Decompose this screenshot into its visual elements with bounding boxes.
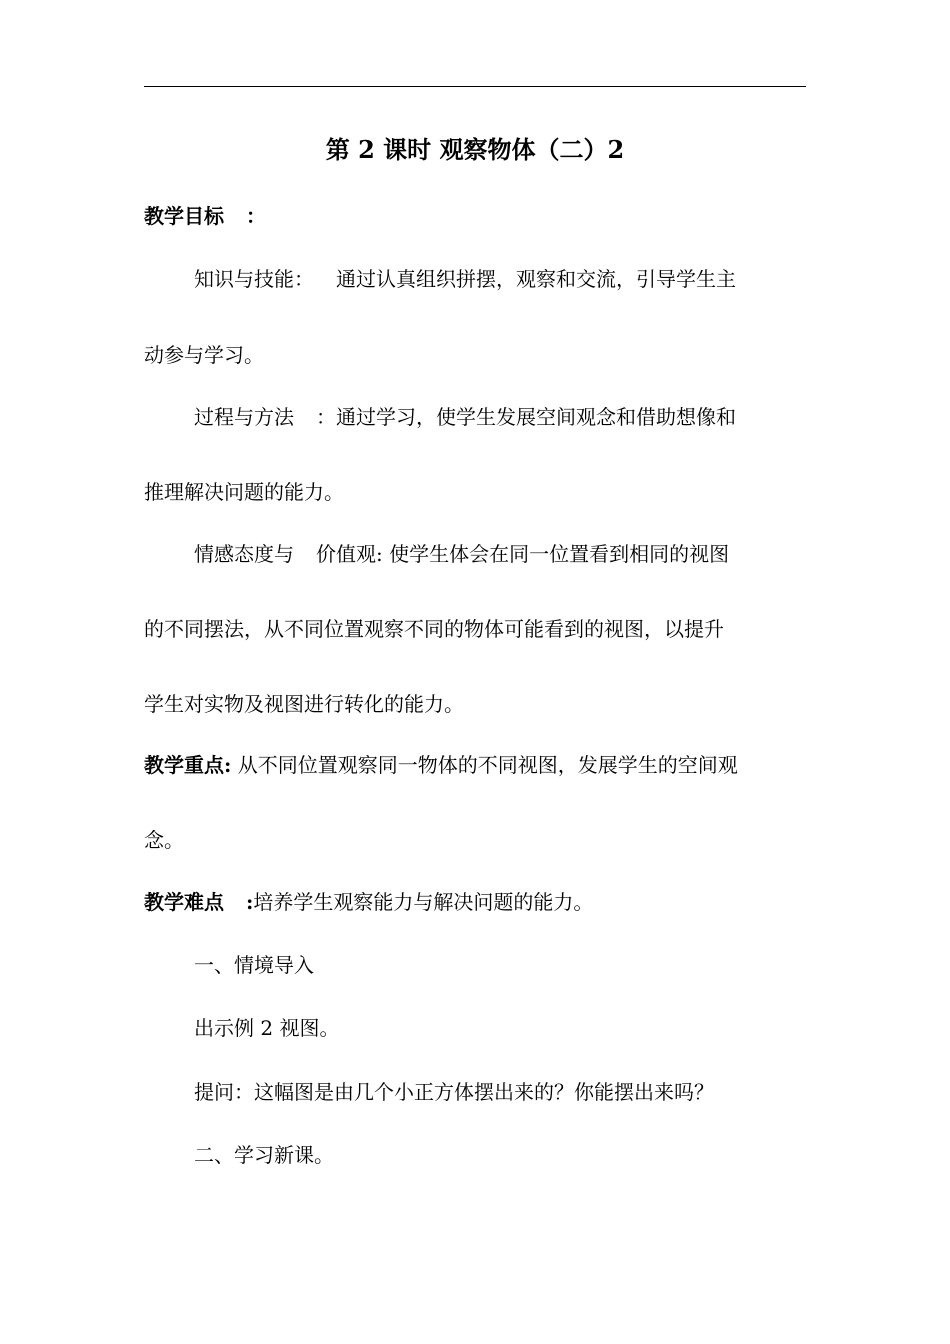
knowledge-text-2: 动参与学习。 (144, 343, 264, 367)
emotion-text-1: 使学生体会在同一位置看到相同的视图 (389, 542, 730, 566)
section-2-heading: 二、学习新课。 (194, 1143, 334, 1167)
knowledge-line-1 (194, 265, 874, 293)
key-point-text-2: 念。 (144, 828, 184, 852)
section-1-line-2: 提问：这幅图是由几个小正方体摆出来的？你能摆出来吗？ (194, 1080, 714, 1104)
emotion-label-b: 价值观: (316, 542, 383, 566)
difficulty-label: 教学难点 (144, 890, 224, 914)
emotion-label-a: 情感态度与 (194, 542, 294, 566)
process-text-1: ：通过学习，使学生发展空间观念和借助想像和 (316, 405, 736, 429)
process-text-2: 推理解决问题的能力。 (144, 480, 344, 504)
difficulty-colon: : (246, 890, 254, 914)
difficulty-line (144, 888, 824, 916)
page-title: 第 2 课时 观察物体（二）2 (325, 135, 625, 164)
header-rule (144, 86, 806, 87)
section-1-heading: 一、情境导入 (194, 953, 314, 977)
emotion-line-1 (194, 540, 874, 568)
key-point-line-1 (144, 751, 824, 779)
key-point-text-1: 从不同位置观察同一物体的不同视图，发展学生的空间观 (237, 753, 738, 777)
emotion-text-2: 的不同摆法，从不同位置观察不同的物体可能看到的视图，以提升 (144, 617, 724, 641)
emotion-text-3: 学生对实物及视图进行转化的能力。 (144, 692, 464, 716)
process-line-1 (194, 403, 874, 431)
key-point-label: 教学重点: (144, 753, 232, 777)
process-label: 过程与方法 (194, 405, 294, 429)
difficulty-text: 培养学生观察能力与解决问题的能力。 (253, 890, 594, 914)
section-1-line-1: 出示例 2 视图。 (194, 1016, 340, 1040)
objectives-colon: ： (246, 204, 266, 228)
knowledge-label: 知识与技能： (194, 267, 314, 291)
knowledge-text-1: 通过认真组织拼摆，观察和交流，引导学生主 (336, 267, 736, 291)
objectives-heading: 教学目标 (144, 204, 224, 228)
objectives-heading-line (144, 202, 824, 230)
